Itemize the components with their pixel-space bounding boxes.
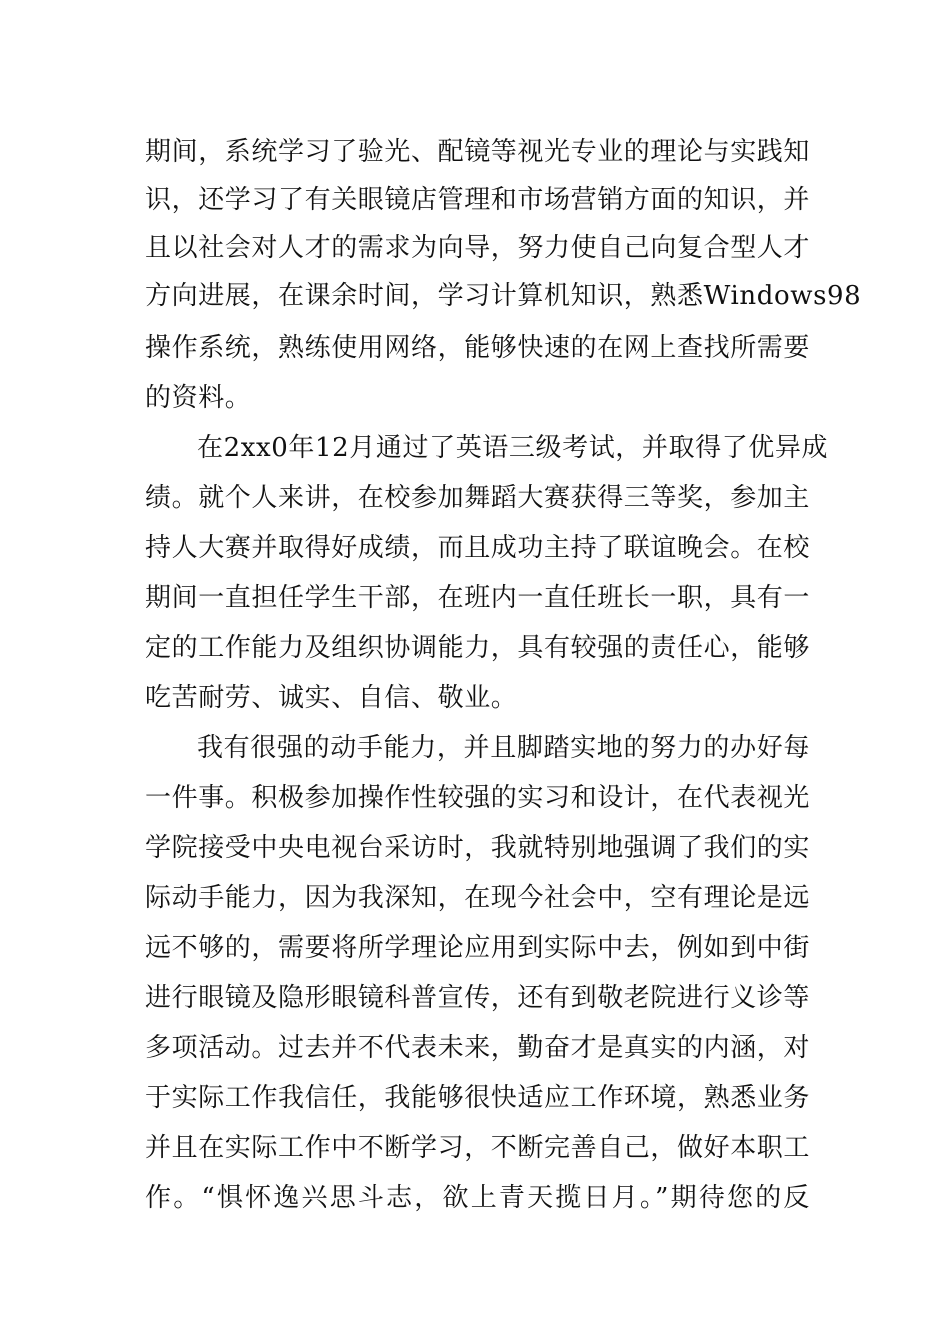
paragraph-1-line-4: 方向进展，在课余时间，学习计算机知识，熟悉Windows98 <box>145 281 862 311</box>
paragraph-2-line-1: 在2xx0年12月通过了英语三级考试，并取得了优异成 <box>197 433 829 463</box>
paragraph-3-line-7: 多项活动。过去并不代表未来，勤奋才是真实的内涵，对 <box>145 1033 811 1063</box>
paragraph-3-line-6: 进行眼镜及隐形眼镜科普宣传，还有到敬老院进行义诊等 <box>145 983 811 1013</box>
paragraph-1-line-3: 且以社会对人才的需求为向导，努力使自己向复合型人才 <box>145 233 811 263</box>
paragraph-2-line-2: 绩。就个人来讲，在校参加舞蹈大赛获得三等奖，参加主 <box>145 483 811 513</box>
paragraph-1-line-2: 识，还学习了有关眼镜店管理和市场营销方面的知识，并 <box>145 185 811 215</box>
paragraph-3-line-8: 于实际工作我信任，我能够很快适应工作环境，熟悉业务 <box>145 1083 811 1113</box>
paragraph-2-line-5: 定的工作能力及组织协调能力，具有较强的责任心，能够 <box>145 633 811 663</box>
paragraph-1-line-6: 的资料。 <box>145 383 252 413</box>
paragraph-1-line-1: 期间，系统学习了验光、配镜等视光专业的理论与实践知 <box>145 137 811 167</box>
paragraph-3-line-3: 学院接受中央电视台采访时，我就特别地强调了我们的实 <box>145 833 811 863</box>
paragraph-3-line-4: 际动手能力，因为我深知，在现今社会中，空有理论是远 <box>145 883 811 913</box>
paragraph-3-line-2: 一件事。积极参加操作性较强的实习和设计，在代表视光 <box>145 783 811 813</box>
paragraph-3-line-9: 并且在实际工作中不断学习，不断完善自己，做好本职工 <box>145 1133 811 1163</box>
paragraph-3-line-10: 作。“惧怀逸兴思斗志，欲上青天揽日月。”期待您的反 <box>145 1183 810 1213</box>
paragraph-2-line-4: 期间一直担任学生干部，在班内一直任班长一职，具有一 <box>145 583 811 613</box>
paragraph-3-line-5: 远不够的，需要将所学理论应用到实际中去，例如到中街 <box>145 933 811 963</box>
paragraph-1-line-5: 操作系统，熟练使用网络，能够快速的在网上查找所需要 <box>145 333 811 363</box>
paragraph-3-line-1: 我有很强的动手能力，并且脚踏实地的努力的办好每 <box>197 733 810 763</box>
paragraph-2-line-6: 吃苦耐劳、诚实、自信、敬业。 <box>145 683 518 713</box>
paragraph-2-line-3: 持人大赛并取得好成绩，而且成功主持了联谊晚会。在校 <box>145 533 811 563</box>
